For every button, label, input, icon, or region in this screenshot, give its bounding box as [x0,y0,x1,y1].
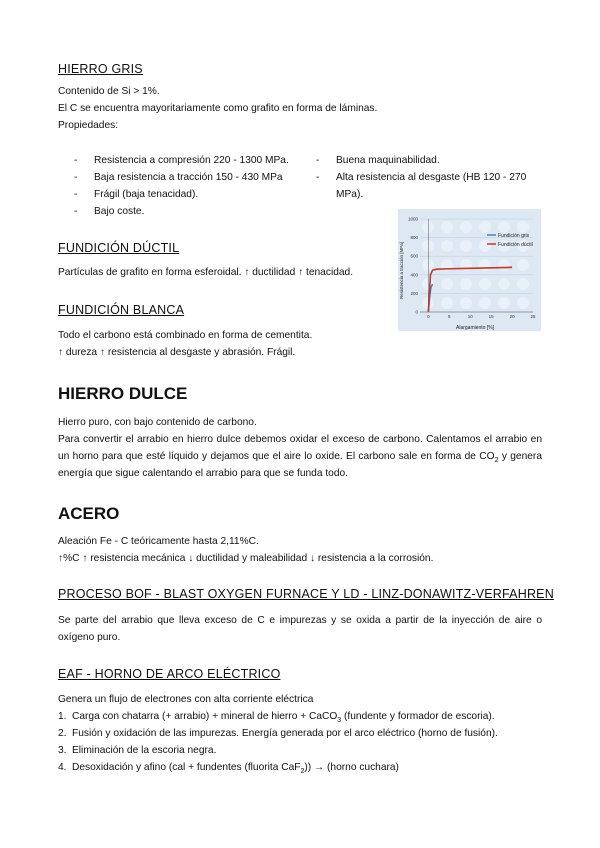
hierro-dulce-para-sub: 2 [494,457,499,465]
tensile-chart [398,209,541,331]
chart-bg-dot [517,297,529,309]
chart-x-tick-label: 20 [509,314,515,319]
heading-hierro-dulce: HIERRO DULCE [58,384,188,403]
chart-bg-dot [460,278,472,290]
step-text-b: (fundente y formador de escoria). [341,711,495,722]
heading-bof: PROCESO BOF - BLAST OXYGEN FURNACE Y LD - LINZ-DONAWITZ-VERFAHREN [58,587,554,601]
heading-acero: ACERO [58,504,120,523]
step-text [72,708,495,725]
step-text-a: Desoxidación y afino (cal + fundentes (fluorita CaF [72,762,301,773]
step-text: Fusión y oxidación de las impurezas. Energía generada por el arco eléctrico (horno de fusión). [72,728,498,739]
eaf-intro: Genera un flujo de electrones con alta corriente eléctrica [58,694,314,705]
acero-line1: Aleación Fe - C teóricamente hasta 2,11%C. [58,536,259,547]
chart-bg-dot [441,221,453,233]
fundicion-ductil-text: Partículas de grafito en forma esferoidal. ↑ ductilidad ↑ tenacidad. [58,267,354,278]
step-text [72,759,399,776]
chart-bg-dot [517,221,529,233]
chart-bg-dot [517,259,529,271]
list-item: - Baja resistencia a tracción 150 - 430 MPa [74,169,314,186]
heading-eaf: EAF - HORNO DE ARCO ELÉCTRICO [58,667,281,681]
chart-bg-dot [479,297,491,309]
props-left-list [74,152,314,220]
hierro-dulce-line1: Hierro puro, con bajo contenido de carbono. [58,417,257,428]
list-item: - Buena maquinabilidad. [316,152,550,169]
chart-bg-dot [422,240,434,252]
hierro-gris-line1: Contenido de Si > 1%. [58,86,160,97]
heading-fundicion-blanca: FUNDICIÓN BLANCA [58,303,185,317]
hierro-dulce-paragraph [58,431,542,482]
chart-bg-dot [460,297,472,309]
chart-bg-dot [498,278,510,290]
step-number: 1. [58,711,67,722]
step-number: 2. [58,728,67,739]
chart-y-tick-label: 400 [410,272,418,278]
list-item: - Resistencia a compresión 220 - 1300 MPa. [74,152,314,169]
chart-bg-dot [422,221,434,233]
legend-label-gris: Fundición gris [498,233,530,239]
step-text-b: )) → (horno cuchara) [304,762,399,773]
legend-label-ductil: Fundición dúctil [498,242,533,248]
chart-y-tick-label: 0 [415,309,418,315]
chart-bg-dot [498,259,510,271]
step-text: Eliminación de la escoria negra. [72,745,217,756]
chart-bg-dot [498,221,510,233]
step-number: 4. [58,762,67,773]
chart-x-tick-label: 5 [448,314,451,319]
chart-x-tick-label: 25 [530,314,536,319]
heading-fundicion-ductil: FUNDICIÓN DÚCTIL [58,241,180,255]
chart-bg-dot [517,278,529,290]
list-item: - Alta resistencia al desgaste (HB 120 - 270 MPa). [316,169,550,203]
chart-y-tick-label: 600 [410,253,418,259]
chart-bg-dot [460,240,472,252]
list-item [58,742,548,759]
heading-hierro-gris: HIERRO GRIS [58,62,143,76]
fundicion-blanca-line1: Todo el carbono está combinado en forma de cementita. [58,330,313,341]
list-item: - Frágil (baja tenacidad). [74,186,314,203]
chart-y-tick-label: 800 [410,235,418,241]
chart-bg-dot [441,297,453,309]
chart-bg-dot [479,278,491,290]
chart-bg-dot [441,240,453,252]
list-item [58,725,548,742]
fundicion-blanca-line2: ↑ dureza ↑ resistencia al desgaste y abrasión. Frágil. [58,347,296,358]
hierro-gris-line3: Propiedades: [58,120,119,131]
step-number: 3. [58,745,67,756]
list-item: - Bajo coste. [74,203,314,220]
step-sub: 3 [337,717,342,725]
list-item [58,759,548,776]
chart-y-tick-label: 1000 [407,216,418,222]
hierro-dulce-para-b: y genera energía que sigue calentando el arrabio para que se funda todo. [58,451,542,479]
bof-text: Se parte del arrabio que lleva exceso de C e impurezas y se oxida a partir de la inyección de aire o oxígeno puro. [58,615,542,643]
chart-x-tick-label: 0 [427,314,430,319]
chart-ylabel: Resistencia a tracción [MPa] [399,241,404,299]
chart-bg-dot [498,297,510,309]
chart-bg-dot [441,278,453,290]
chart-bg-dot [479,259,491,271]
eaf-steps [58,708,548,776]
acero-line2: ↑%C ↑ resistencia mecánica ↓ ductilidad y maleabilidad ↓ resistencia a la corrosión. [58,553,434,564]
chart-bg-dot [460,221,472,233]
chart-x-tick-label: 10 [467,314,473,319]
hierro-dulce-para-a: Para convertir el arrabio en hierro dulce debemos oxidar el exceso de carbono. Calentamos el arrabio en un horno para que esté líquido y dejamos que el aire lo oxide. El carbono sale en forma de CO [58,434,542,462]
step-sub: 2 [300,768,305,776]
chart-y-tick-label: 200 [410,290,418,296]
props-right-list [316,152,550,203]
hierro-gris-line2: El C se encuentra mayoritariamente como grafito en forma de láminas. [58,103,378,114]
chart-xlabel: Alargamiento [%] [456,325,495,331]
chart-bg-dot [479,240,491,252]
step-text-a: Carga con chatarra (+ arrabio) + mineral de hierro + CaCO [72,711,338,722]
list-item [58,708,548,725]
chart-bg-dot [479,221,491,233]
chart-bg-dot [422,259,434,271]
tensile-chart-svg [398,209,541,331]
chart-x-tick-label: 15 [488,314,494,319]
